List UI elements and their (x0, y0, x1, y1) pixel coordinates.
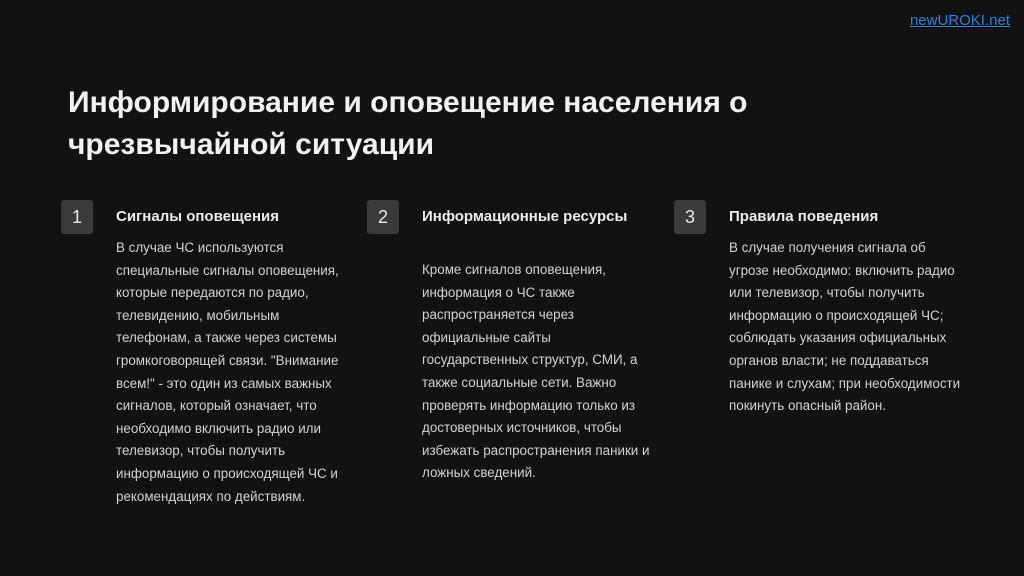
card-text: В случае ЧС используются специальные сигналы оповещения, которые передаются по радио, телевидению, мобильным телефонам, а также через системы громкоговорящей связи. "Внимание всем!" - это один из самых важных сигналов, который означает, что необходимо включить радио или телевизор, чтобы получить информацию о происходящей ЧС и рекомендациях по действиям. (116, 240, 339, 504)
card-number-badge: 3 (674, 200, 706, 234)
slide-title: Информирование и оповещение населения о чрезвычайной ситуации (68, 86, 748, 161)
card-heading: Информационные ресурсы (422, 208, 628, 225)
watermark-link[interactable]: newUROKI.net (909, 12, 1010, 29)
card-heading: Сигналы оповещения (116, 208, 279, 225)
card-text: В случае получения сигнала об угрозе необходимо: включить радио или телевизор, чтобы получить информацию о происходящей ЧС; соблюдать указания официальных органов власти; не поддаваться панике и слухам; при необходимости покинуть опасный район. (729, 240, 961, 414)
card-heading: Правила поведения (729, 208, 879, 225)
card-text: Кроме сигналов оповещения, информация о ЧС также распространяется через официальные сайты государственных структур, СМИ, а также социальные сети. Важно проверять информацию только из достоверных источников, чтобы избежать распространения паники и ложных сведений. (422, 262, 650, 481)
card-number-badge: 1 (61, 200, 93, 234)
card-number-badge: 2 (367, 200, 399, 234)
